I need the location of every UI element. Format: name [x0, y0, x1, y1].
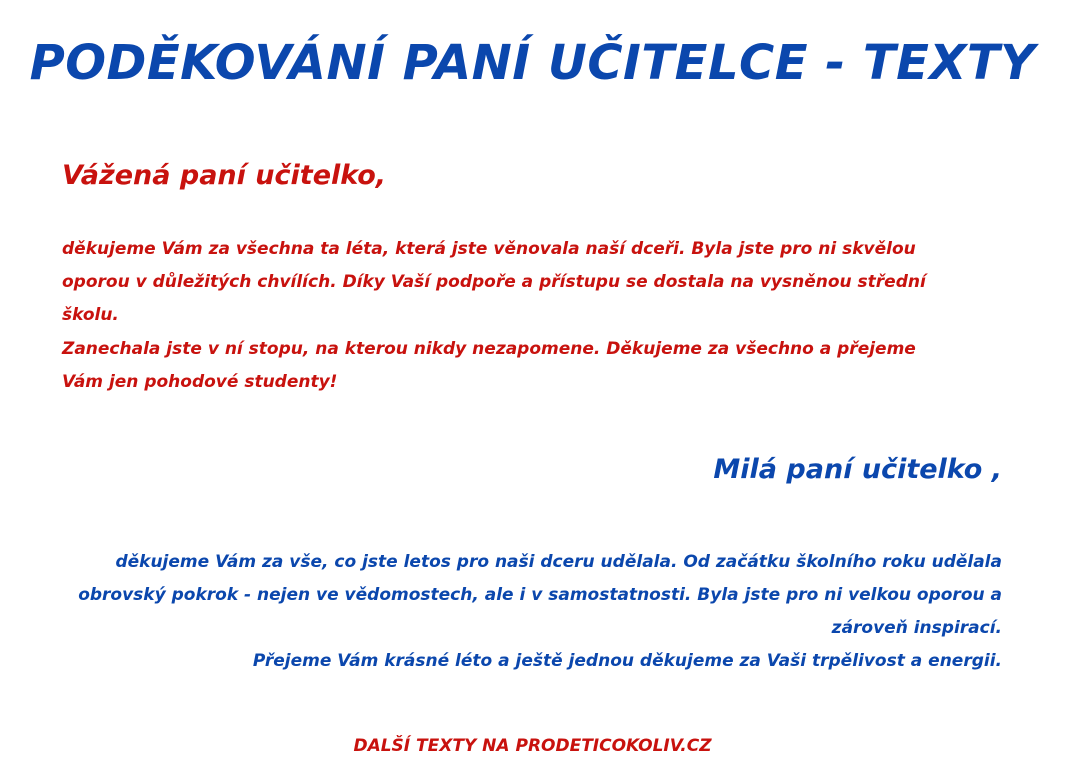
letter-1-paragraph-1: děkujeme Vám za všechna ta léta, která jste věnovala naší dceři. Byla jste pro ni skvělou oporou v důležitých chvílích. Díky Vaší podpoře a přístupu se dostala na vysněnou střední školu. [62, 239, 926, 325]
letter-2-paragraph-2: Přejeme Vám krásné léto a ještě jednou děkujeme za Vaši trpělivost a energii. [252, 651, 1002, 671]
letter-2-paragraph-1: děkujeme Vám za vše, co jste letos pro naši dceru udělala. Od začátku školního roku udělala obrovský pokrok - nejen ve vědomostech, ale i v samostatnosti. Byla jste pro ni velkou oporou a zároveň inspirací. [78, 552, 1002, 638]
footer-website-link[interactable]: DALŠÍ TEXTY NA PRODETICOKOLIV.CZ [353, 736, 712, 756]
letter-1-greeting: Vážená paní učitelko, [62, 160, 387, 191]
letter-1-paragraph-2: Zanechala jste v ní stopu, na kterou nikdy nezapomene. Děkujeme za všechno a přejeme Vám jen pohodové studenty! [62, 339, 916, 392]
page-title: PODĚKOVÁNÍ PANÍ UČITELCE - TEXTY [29, 35, 1036, 91]
letter-2-greeting: Milá paní učitelko , [713, 454, 1002, 485]
